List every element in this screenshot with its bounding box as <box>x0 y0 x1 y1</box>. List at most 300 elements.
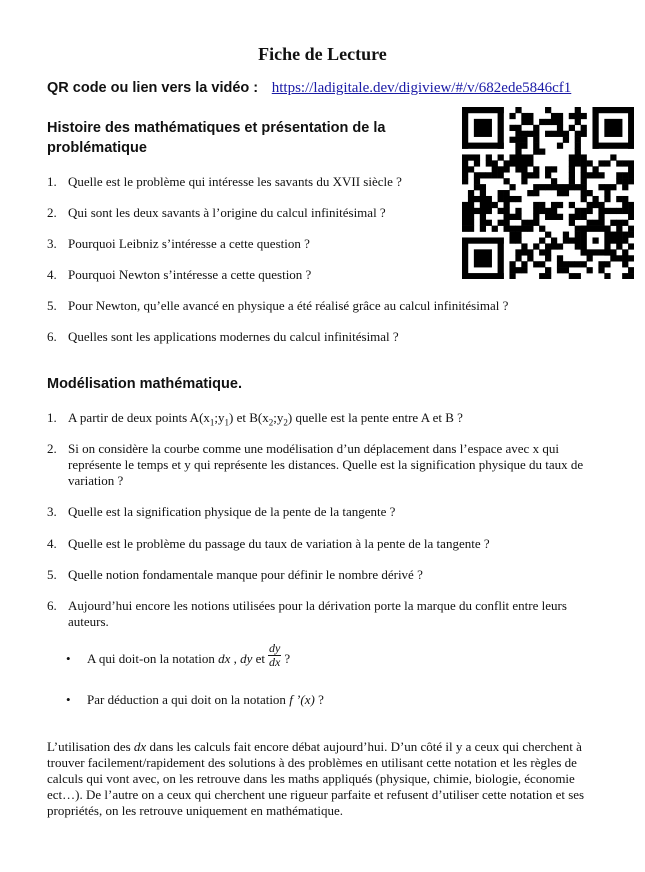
qr-module <box>551 184 557 190</box>
qr-module <box>545 131 551 137</box>
qr-finder-part <box>462 273 504 279</box>
qr-module <box>539 226 545 232</box>
qr-module <box>515 267 521 273</box>
qr-module <box>569 113 575 119</box>
s2-question-5-text: Quelle notion fondamentale manque pour définir le nombre dérivé ? <box>68 567 423 582</box>
qr-module <box>598 172 604 178</box>
qr-module <box>557 184 563 190</box>
qr-module <box>545 119 551 125</box>
qr-module <box>598 202 604 208</box>
qr-module <box>545 172 551 178</box>
qr-module <box>581 178 587 184</box>
qr-module <box>515 137 521 143</box>
qr-module <box>587 267 593 273</box>
qr-module <box>492 172 498 178</box>
qr-module <box>551 214 557 220</box>
qr-module <box>527 172 533 178</box>
qr-module <box>545 166 551 172</box>
qr-module <box>527 249 533 255</box>
qr-module <box>581 190 587 196</box>
qr-module <box>581 214 587 220</box>
qr-module <box>592 196 598 202</box>
qr-module <box>575 237 581 243</box>
dy-dx-fraction: $\frac{dy}{dx}$ <box>269 640 281 669</box>
qr-module <box>622 232 628 238</box>
qr-module <box>462 172 468 178</box>
qr-module <box>569 154 575 160</box>
qr-module <box>492 166 498 172</box>
qr-module <box>616 232 622 238</box>
qr-module <box>486 208 492 214</box>
qr-finder-part <box>592 107 598 149</box>
qr-module <box>468 154 474 160</box>
qr-module <box>610 154 616 160</box>
qr-module <box>504 214 510 220</box>
qr-module <box>628 226 634 232</box>
qr-module <box>575 119 581 125</box>
qr-module <box>598 214 604 220</box>
qr-module <box>587 172 593 178</box>
qr-module <box>462 208 468 214</box>
qr-module <box>480 172 486 178</box>
qr-module <box>575 232 581 238</box>
qr-module <box>539 249 545 255</box>
qr-module <box>539 119 545 125</box>
qr-module <box>610 237 616 243</box>
qr-module <box>462 178 468 184</box>
qr-module <box>575 226 581 232</box>
qr-module <box>509 267 515 273</box>
s2-question-2: 2. Si on considère la courbe comme une modélisation d’un déplacement dans l’espace avec x qui représente le temps et y qui représente les distances. Quelle est la signification physique du taux de variation ? <box>47 441 595 489</box>
qr-module <box>486 202 492 208</box>
s1-question-2-text: Qui sont les deux savants à l’origine du calcul infinitésimal ? <box>68 205 386 220</box>
qr-module <box>563 190 569 196</box>
qr-module <box>622 237 628 243</box>
s1-question-6-text: Quelles sont les applications modernes du calcul infinitésimal ? <box>68 329 399 344</box>
section1-heading <box>47 118 385 158</box>
qr-module <box>569 202 575 208</box>
s1-question-3-text: Pourquoi Leibniz s’intéresse a cette question ? <box>68 236 310 251</box>
qr-module <box>504 160 510 166</box>
qr-module <box>551 166 557 172</box>
qr-module <box>533 202 539 208</box>
qr-module <box>551 237 557 243</box>
qr-module <box>622 160 628 166</box>
qr-module <box>628 166 634 172</box>
qr-module <box>581 166 587 172</box>
qr-module <box>622 184 628 190</box>
qr-module <box>521 137 527 143</box>
qr-module <box>628 178 634 184</box>
qr-module <box>616 196 622 202</box>
qr-module <box>545 273 551 279</box>
qr-module <box>551 208 557 214</box>
qr-module <box>504 166 510 172</box>
qr-module <box>581 208 587 214</box>
qr-module <box>515 226 521 232</box>
qr-module <box>569 261 575 267</box>
qr-module <box>498 208 504 214</box>
qr-module <box>628 160 634 166</box>
qr-module <box>628 267 634 273</box>
qr-finder-part <box>462 107 468 149</box>
qr-module <box>575 273 581 279</box>
qr-module <box>569 172 575 178</box>
qr-module <box>509 214 515 220</box>
worksheet-page: Fiche de Lecture QR code ou lien vers la vidéo : https://ladigitale.dev/digiview/#/v/682ede5846cf1 Histoire des mathématiques et présentation de la problématique 1. Quelle est le problème qui intéresse les savants du XVII siècle ? 2. Qui sont les deux savants à l’origine du calcul infinitésimal ? 3. Pourquoi Leibniz s’intéresse a cette question ? 4. Pourquoi Newton s’intéresse a cette question ? 5. Pour Newton, qu’elle avancé en physique a été réalisé grâce au calcul infinitésimal ? 6. Quelles sont les applications modernes du calcul infinitésimal ? Modélisation mathématique. 1. A partir de deux points $A(x_1;y_1)$ et $B(x_2;y_2)$ quelle est la pente entre A et B ? 2. Si on considère la courbe comme une modélisation d’un déplacement dans l’espace avec x qui représente le temps et y qui représente les distances. Quelle est la signification physique du taux de variation ? 3. Quelle est la signification physique de la pente de la tangente ? 4. Quelle est le problème du passage du taux de variation à la pente de la tangente ? 5. Quelle notion fondamentale manque pour définir le nombre dérivé ? 6. Aujourd’hui encore les notions utilisées pour la dérivation porte la marque du conflit entre leurs auteurs. • A qui doit-on la notation dx , dy et $\frac{dy}{dx}$ ? • Par déduction a qui doit on la notation f ’(x) ? L’utilisation des dx dans les calculs fait encore débat aujourd’hui. D’un côté il y a ceux qui cherchent à trouver facilement/rapidement des solutions à des problèmes en utilisant cette notation et les règles de calculs qui vont avec, on les retrouve dans les maths appliqués (physique, chimie, biologie, économie ect…). De l’autre on a ceux qui cherchent une rigueur parfaite et refusent d’utiliser cette notation et ses propriétés, on les retrouve uniquement en mathématique. <box>0 0 645 872</box>
qr-module <box>533 125 539 131</box>
qr-module <box>575 131 581 137</box>
qr-module <box>622 196 628 202</box>
qr-module <box>498 196 504 202</box>
qr-module <box>575 154 581 160</box>
qr-module <box>575 261 581 267</box>
qr-module <box>569 125 575 131</box>
video-link[interactable]: https://ladigitale.dev/digiview/#/v/682ede5846cf1 <box>271 80 572 96</box>
qr-module <box>628 232 634 238</box>
qr-module <box>462 160 468 166</box>
qr-module <box>515 196 521 202</box>
qr-module <box>486 172 492 178</box>
qr-module <box>604 196 610 202</box>
qr-module <box>521 220 527 226</box>
qr-finder-part <box>474 249 492 267</box>
qr-module <box>521 226 527 232</box>
qr-module <box>587 202 593 208</box>
qr-module <box>569 184 575 190</box>
qr-module <box>480 196 486 202</box>
qr-module <box>509 226 515 232</box>
qr-module <box>581 125 587 131</box>
qr-module <box>569 166 575 172</box>
qr-module <box>622 249 628 255</box>
section1-heading-line2: problématique <box>47 140 147 156</box>
qr-module <box>557 125 563 131</box>
qr-module <box>533 220 539 226</box>
s2-bullet-2-text: Par déduction a qui doit on la notation f ’(x) ? <box>87 692 324 707</box>
qr-module <box>521 113 527 119</box>
qr-module <box>575 149 581 155</box>
s2-question-6-text: Aujourd’hui encore les notions utilisées pour la dérivation porte la marque du conflit entre leurs auteurs. <box>68 598 567 629</box>
qr-module <box>480 220 486 226</box>
qr-module <box>474 184 480 190</box>
qr-module <box>498 154 504 160</box>
qr-module <box>509 196 515 202</box>
qr-module <box>545 214 551 220</box>
qr-module <box>462 226 468 232</box>
qr-align-part <box>604 226 610 256</box>
s2-question-6: 6. Aujourd’hui encore les notions utilisées pour la dérivation porte la marque du conflit entre leurs auteurs. <box>47 598 595 630</box>
qr-module <box>592 166 598 172</box>
qr-module <box>515 232 521 238</box>
qr-finder-part <box>498 237 504 279</box>
qr-module <box>622 202 628 208</box>
qr-module <box>598 208 604 214</box>
section1-heading-line1: Histoire des mathématiques et présentation de la <box>47 120 386 136</box>
qr-module <box>551 119 557 125</box>
qr-module <box>622 261 628 267</box>
qr-module <box>569 273 575 279</box>
qr-module <box>480 202 486 208</box>
qr-module <box>474 178 480 184</box>
qr-module <box>545 255 551 261</box>
qr-module <box>492 160 498 166</box>
qr-module <box>587 160 593 166</box>
qr-module <box>592 172 598 178</box>
qr-module <box>462 214 468 220</box>
s1-question-4-text: Pourquoi Newton s’intéresse a cette question ? <box>68 267 312 282</box>
qr-module <box>575 208 581 214</box>
qr-align-part <box>581 226 587 256</box>
qr-module <box>557 243 563 249</box>
qr-module <box>551 131 557 137</box>
s1-question-5-text: Pour Newton, qu’elle avancé en physique a été réalisé grâce au calcul infinitésimal ? <box>68 298 509 313</box>
qr-module <box>468 214 474 220</box>
page-title: Fiche de Lecture <box>258 44 387 64</box>
qr-module <box>527 226 533 232</box>
qr-module <box>527 119 533 125</box>
qr-module <box>480 184 486 190</box>
qr-module <box>539 149 545 155</box>
qr-module <box>557 113 563 119</box>
s2-question-3-text: Quelle est la signification physique de la pente de la tangente ? <box>68 504 396 519</box>
qr-module <box>468 196 474 202</box>
qr-align-part <box>592 237 598 243</box>
qr-module <box>539 261 545 267</box>
qr-module <box>515 249 521 255</box>
qr-finder-part <box>462 107 504 113</box>
qr-module <box>628 273 634 279</box>
qr-module <box>557 255 563 261</box>
qr-module <box>486 220 492 226</box>
qr-module <box>575 137 581 143</box>
qr-module <box>563 267 569 273</box>
qr-module <box>616 208 622 214</box>
qr-finder-part <box>462 237 468 279</box>
qr-module <box>569 237 575 243</box>
qr-module <box>557 131 563 137</box>
qr-module <box>468 190 474 196</box>
qr-code-image <box>462 107 634 279</box>
qr-module <box>480 214 486 220</box>
qr-module <box>622 273 628 279</box>
qr-module <box>521 160 527 166</box>
qr-module <box>598 261 604 267</box>
qr-module <box>575 243 581 249</box>
qr-module <box>616 178 622 184</box>
qr-module <box>563 131 569 137</box>
qr-module <box>527 154 533 160</box>
qr-finder-part <box>462 237 504 243</box>
qr-module <box>557 119 563 125</box>
qr-module <box>581 261 587 267</box>
qr-module <box>545 232 551 238</box>
qr-module <box>604 261 610 267</box>
qr-module <box>581 154 587 160</box>
qr-module <box>509 184 515 190</box>
qr-module <box>527 113 533 119</box>
qr-module <box>587 208 593 214</box>
qr-module <box>575 143 581 149</box>
qr-module <box>581 184 587 190</box>
qr-module <box>533 137 539 143</box>
qr-module <box>598 267 604 273</box>
qr-module <box>521 143 527 149</box>
qr-module <box>533 214 539 220</box>
qr-module <box>462 202 468 208</box>
qr-module <box>486 154 492 160</box>
qr-module <box>604 273 610 279</box>
qr-module <box>474 208 480 214</box>
qr-module <box>533 184 539 190</box>
qr-module <box>509 273 515 279</box>
qr-module <box>515 143 521 149</box>
qr-module <box>557 202 563 208</box>
qr-module <box>563 237 569 243</box>
qr-module <box>468 226 474 232</box>
qr-module <box>610 184 616 190</box>
qr-module <box>539 237 545 243</box>
qr-module <box>622 220 628 226</box>
qr-module <box>486 160 492 166</box>
qr-module <box>509 137 515 143</box>
qr-module <box>527 220 533 226</box>
qr-module <box>581 172 587 178</box>
qr-module <box>604 208 610 214</box>
qr-module <box>533 143 539 149</box>
qr-module <box>616 220 622 226</box>
qr-module <box>533 149 539 155</box>
qr-module <box>604 160 610 166</box>
qr-module <box>515 237 521 243</box>
qr-module <box>545 107 551 113</box>
qr-module <box>628 172 634 178</box>
qr-module <box>504 196 510 202</box>
qr-module <box>557 261 563 267</box>
qr-module <box>492 202 498 208</box>
qr-module <box>527 160 533 166</box>
qr-module <box>616 172 622 178</box>
qr-module <box>527 131 533 137</box>
qr-module <box>504 190 510 196</box>
qr-finder-part <box>628 107 634 149</box>
qr-module <box>539 184 545 190</box>
s2-question-2-text: Si on considère la courbe comme une modélisation d’un déplacement dans l’espace avec x qui représente le temps et y qui représente les distances. Quelle est la signification physique du taux de variation ? <box>68 441 584 488</box>
qr-module <box>551 202 557 208</box>
qr-module <box>616 255 622 261</box>
s2-bullet-1-text: A qui doit-on la notation dx , dy et $\frac{dy}{dx}$ ? <box>87 640 291 669</box>
qr-module <box>474 154 480 160</box>
qr-module <box>622 172 628 178</box>
qr-module <box>468 220 474 226</box>
qr-module <box>504 226 510 232</box>
qr-module <box>468 208 474 214</box>
qr-module <box>575 184 581 190</box>
qr-module <box>610 255 616 261</box>
qr-module <box>569 178 575 184</box>
qr-module <box>557 143 563 149</box>
qr-module <box>509 113 515 119</box>
qr-module <box>628 255 634 261</box>
qr-module <box>509 237 515 243</box>
qr-module <box>622 178 628 184</box>
qr-module <box>581 113 587 119</box>
qr-module <box>504 178 510 184</box>
qr-module <box>515 149 521 155</box>
qr-module <box>581 160 587 166</box>
video-link-line <box>47 80 571 97</box>
qr-module <box>610 220 616 226</box>
qr-finder-part <box>604 119 622 137</box>
qr-module <box>604 190 610 196</box>
qr-module <box>504 220 510 226</box>
qr-module <box>610 208 616 214</box>
qr-module <box>498 190 504 196</box>
qr-module <box>587 220 593 226</box>
qr-module <box>515 160 521 166</box>
qr-module <box>480 208 486 214</box>
qr-module <box>474 196 480 202</box>
qr-module <box>515 125 521 131</box>
qr-module <box>521 166 527 172</box>
qr-module <box>545 243 551 249</box>
qr-module <box>521 267 527 273</box>
qr-module <box>563 232 569 238</box>
qr-module <box>610 249 616 255</box>
qr-module <box>628 243 634 249</box>
qr-module <box>557 214 563 220</box>
qr-module <box>509 232 515 238</box>
qr-module <box>533 166 539 172</box>
qr-module <box>616 237 622 243</box>
qr-finder-part <box>474 119 492 137</box>
qr-module <box>521 119 527 125</box>
qr-module <box>628 202 634 208</box>
qr-module <box>533 190 539 196</box>
qr-module <box>521 249 527 255</box>
qr-module <box>521 178 527 184</box>
qr-module <box>515 154 521 160</box>
qr-module <box>616 160 622 166</box>
qr-module <box>587 255 593 261</box>
qr-module <box>480 226 486 232</box>
s2-question-4-text: Quelle est le problème du passage du taux de variation à la pente de la tangente ? <box>68 536 490 551</box>
qr-module <box>610 232 616 238</box>
qr-module <box>563 261 569 267</box>
qr-module <box>509 125 515 131</box>
qr-module <box>480 190 486 196</box>
qr-module <box>533 208 539 214</box>
qr-module <box>527 190 533 196</box>
qr-module <box>521 172 527 178</box>
qr-module <box>521 131 527 137</box>
qr-module <box>515 107 521 113</box>
qr-module <box>509 261 515 267</box>
qr-module <box>587 190 593 196</box>
qr-module <box>575 107 581 113</box>
section2-heading: Modélisation mathématique. <box>47 376 242 392</box>
qr-module <box>515 166 521 172</box>
qr-module <box>533 243 539 249</box>
qr-module <box>551 178 557 184</box>
qr-module <box>539 273 545 279</box>
qr-module <box>575 160 581 166</box>
qr-module <box>498 220 504 226</box>
qr-module <box>575 214 581 220</box>
qr-module <box>533 131 539 137</box>
video-label: QR code ou lien vers la vidéo : <box>47 80 259 96</box>
qr-module <box>563 137 569 143</box>
